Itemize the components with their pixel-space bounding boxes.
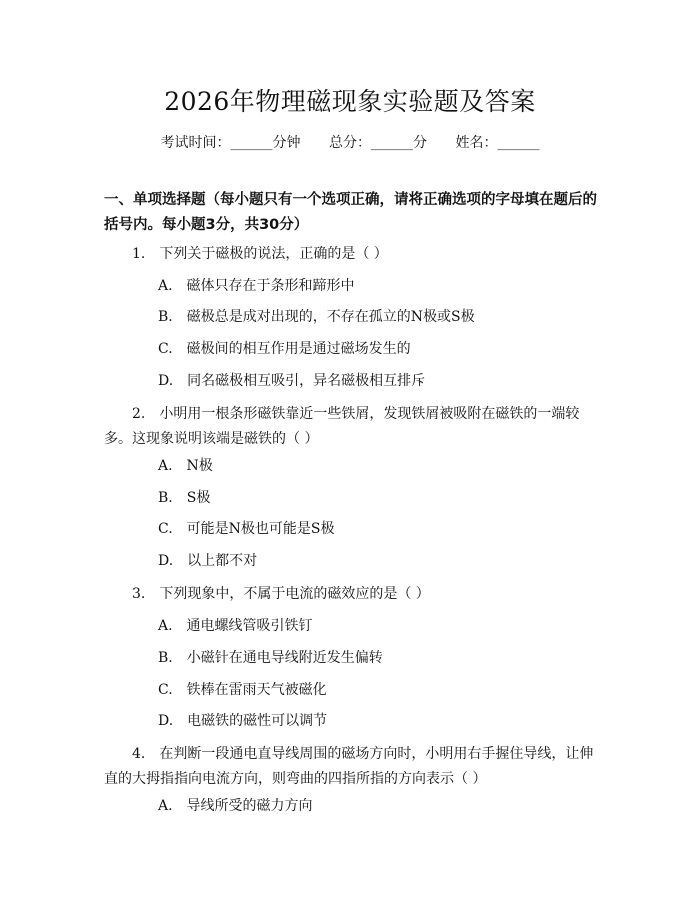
question-option: A. N极 [158, 458, 213, 474]
question-option: D. 同名磁极相互吸引，异名磁极相互排斥 [158, 373, 426, 389]
page-title: 2026年物理磁现象实验题及答案 [164, 87, 536, 116]
section-heading: 一、单项选择题（每小题只有一个选项正确，请将正确选项的字母填在题后的括号内。每小题3分，共30分） [104, 192, 597, 233]
exam-name: 姓名：______ [455, 135, 540, 151]
question-stem: 1. 下列关于磁极的说法，正确的是（ ） [132, 246, 388, 262]
question-option: D. 电磁铁的磁性可以调节 [158, 713, 328, 729]
exam-time: 考试时间：______分钟 [160, 135, 301, 151]
question-option: A. 通电螺线管吸引铁钉 [158, 618, 313, 634]
question-option: C. 磁极间的相互作用是通过磁场发生的 [158, 341, 411, 357]
question-stem: 3. 下列现象中，不属于电流的磁效应的是（ ） [132, 586, 430, 602]
question-option: C. 铁棒在雷雨天气被磁化 [158, 682, 327, 698]
question-option: A. 磁体只存在于条形和蹄形中 [158, 278, 355, 294]
question-option: B. S极 [158, 490, 211, 506]
question-option: D. 以上都不对 [158, 553, 258, 569]
question-option: B. 磁极总是成对出现的，不存在孤立的N极或S极 [158, 309, 475, 325]
question-stem: 4. 在判断一段通电直导线周围的磁场方向时，小明用右手握住导线，让伸直的大拇指指向电流方向，则弯曲的四指所指的方向表示（ ） [104, 746, 594, 787]
exam-score: 总分：______分 [329, 135, 427, 151]
question-stem: 2. 小明用一根条形磁铁靠近一些铁屑，发现铁屑被吸附在磁铁的一端较多。这现象说明该端是磁铁的（ ） [104, 406, 580, 447]
exam-meta [0, 132, 700, 152]
question-option: C. 可能是N极也可能是S极 [158, 521, 335, 537]
question-option: A. 导线所受的磁力方向 [158, 798, 313, 814]
question-option: B. 小磁针在通电导线附近发生偏转 [158, 650, 383, 666]
